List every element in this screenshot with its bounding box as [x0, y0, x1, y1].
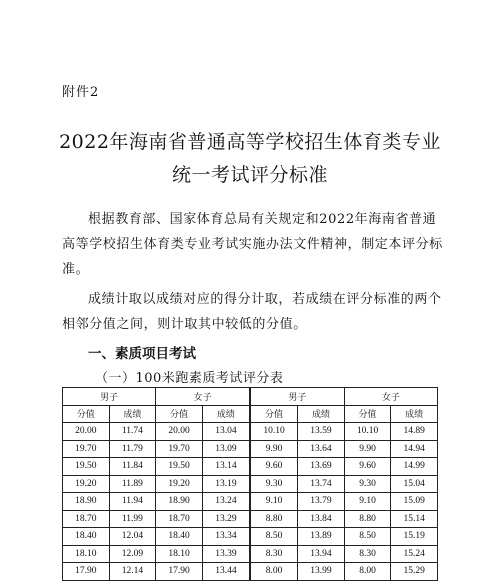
- result-cell: 13.09: [202, 440, 250, 458]
- score-cell: 9.30: [250, 475, 298, 493]
- intro-paragraph: 根据教育部、国家体育总局有关规定和2022年海南省普通高等学校招生体育类专业考试实施办法文件精神，制定本评分标准。: [62, 212, 443, 277]
- score-cell: 9.90: [250, 440, 298, 458]
- score-cell: 9.60: [344, 458, 391, 476]
- column-header: 分值: [344, 405, 391, 423]
- column-header: 分值: [63, 405, 110, 423]
- score-cell: 20.00: [63, 423, 110, 441]
- score-cell: 9.10: [250, 493, 298, 511]
- section-heading: 一、素质项目考试: [88, 346, 196, 362]
- score-cell: 9.10: [344, 493, 391, 511]
- score-table: [62, 387, 438, 581]
- score-cell: 10.10: [344, 423, 391, 441]
- result-cell: 13.29: [202, 510, 250, 528]
- result-cell: 14.89: [391, 423, 438, 441]
- result-cell: 15.14: [391, 510, 438, 528]
- score-cell: 18.10: [156, 545, 203, 563]
- score-cell: 9.90: [344, 440, 391, 458]
- score-cell: 18.90: [156, 493, 203, 511]
- score-cell: 10.10: [250, 423, 298, 441]
- result-cell: 12.14: [109, 563, 156, 581]
- group-header-female-1: 女子: [156, 388, 250, 406]
- score-cell: 19.20: [156, 475, 203, 493]
- result-cell: 12.04: [109, 528, 156, 546]
- group-header-male-1: 男子: [63, 388, 156, 406]
- result-cell: 13.89: [298, 528, 345, 546]
- scoring-rule-paragraph: 成绩计取以成绩对应的得分计取，若成绩在评分标准的两个相邻分值之间，则计取其中较低的分值。: [62, 292, 442, 332]
- result-cell: 13.79: [298, 493, 345, 511]
- table-sub-header-row: [63, 405, 438, 423]
- result-cell: 11.84: [109, 458, 156, 476]
- score-cell: 17.90: [63, 563, 110, 581]
- column-header: 成绩: [298, 405, 345, 423]
- score-cell: 17.90: [156, 563, 203, 581]
- table-row: [63, 545, 438, 563]
- document-title-line-2: 统一考试评分标准: [171, 164, 328, 186]
- score-cell: 18.70: [156, 510, 203, 528]
- score-cell: 18.10: [63, 545, 110, 563]
- result-cell: 12.09: [109, 545, 156, 563]
- score-cell: 19.70: [156, 440, 203, 458]
- group-header-male-2: 男子: [250, 388, 344, 406]
- score-cell: 8.80: [344, 510, 391, 528]
- column-header: 成绩: [391, 405, 438, 423]
- table-row: [63, 440, 438, 458]
- result-cell: 11.99: [109, 510, 156, 528]
- score-cell: 18.70: [63, 510, 110, 528]
- result-cell: 15.04: [391, 475, 438, 493]
- result-cell: 13.99: [298, 563, 345, 581]
- column-header: 成绩: [202, 405, 250, 423]
- result-cell: 13.34: [202, 528, 250, 546]
- score-cell: 8.50: [344, 528, 391, 546]
- result-cell: 13.44: [202, 563, 250, 581]
- attachment-label: 附件2: [62, 85, 100, 100]
- group-header-female-2: 女子: [344, 388, 437, 406]
- result-cell: 15.24: [391, 545, 438, 563]
- table-row: [63, 475, 438, 493]
- column-header: 分值: [250, 405, 298, 423]
- score-cell: 8.30: [344, 545, 391, 563]
- result-cell: 11.74: [109, 423, 156, 441]
- result-cell: 11.94: [109, 493, 156, 511]
- result-cell: 14.94: [391, 440, 438, 458]
- table-row: [63, 458, 438, 476]
- result-cell: 14.99: [391, 458, 438, 476]
- table-row: [63, 510, 438, 528]
- score-cell: 19.70: [63, 440, 110, 458]
- score-cell: 19.50: [63, 458, 110, 476]
- score-cell: 8.00: [344, 563, 391, 581]
- result-cell: 15.29: [391, 563, 438, 581]
- score-cell: 18.90: [63, 493, 110, 511]
- score-cell: 18.40: [63, 528, 110, 546]
- result-cell: 13.39: [202, 545, 250, 563]
- score-cell: 8.30: [250, 545, 298, 563]
- result-cell: 15.19: [391, 528, 438, 546]
- result-cell: 13.24: [202, 493, 250, 511]
- result-cell: 11.79: [109, 440, 156, 458]
- result-cell: 13.84: [298, 510, 345, 528]
- result-cell: 13.69: [298, 458, 345, 476]
- subsection-heading: （一）100米跑素质考试评分表: [95, 371, 284, 386]
- column-header: 成绩: [109, 405, 156, 423]
- result-cell: 13.64: [298, 440, 345, 458]
- result-cell: 15.09: [391, 493, 438, 511]
- table-row: [63, 423, 438, 441]
- score-cell: 19.50: [156, 458, 203, 476]
- table-row: [63, 493, 438, 511]
- score-cell: 20.00: [156, 423, 203, 441]
- table-row: [63, 563, 438, 581]
- result-cell: 13.94: [298, 545, 345, 563]
- score-cell: 19.20: [63, 475, 110, 493]
- score-cell: 18.40: [156, 528, 203, 546]
- result-cell: 13.14: [202, 458, 250, 476]
- result-cell: 13.74: [298, 475, 345, 493]
- document-title-line-1: 2022年海南省普通高等学校招生体育类专业: [59, 131, 441, 153]
- table-group-header-row: [63, 388, 438, 406]
- score-cell: 9.30: [344, 475, 391, 493]
- result-cell: 13.04: [202, 423, 250, 441]
- column-header: 分值: [156, 405, 203, 423]
- table-row: [63, 528, 438, 546]
- result-cell: 11.89: [109, 475, 156, 493]
- score-cell: 8.50: [250, 528, 298, 546]
- score-cell: 9.60: [250, 458, 298, 476]
- result-cell: 13.19: [202, 475, 250, 493]
- result-cell: 13.59: [298, 423, 345, 441]
- score-cell: 8.00: [250, 563, 298, 581]
- table-body: [63, 423, 438, 581]
- score-cell: 8.80: [250, 510, 298, 528]
